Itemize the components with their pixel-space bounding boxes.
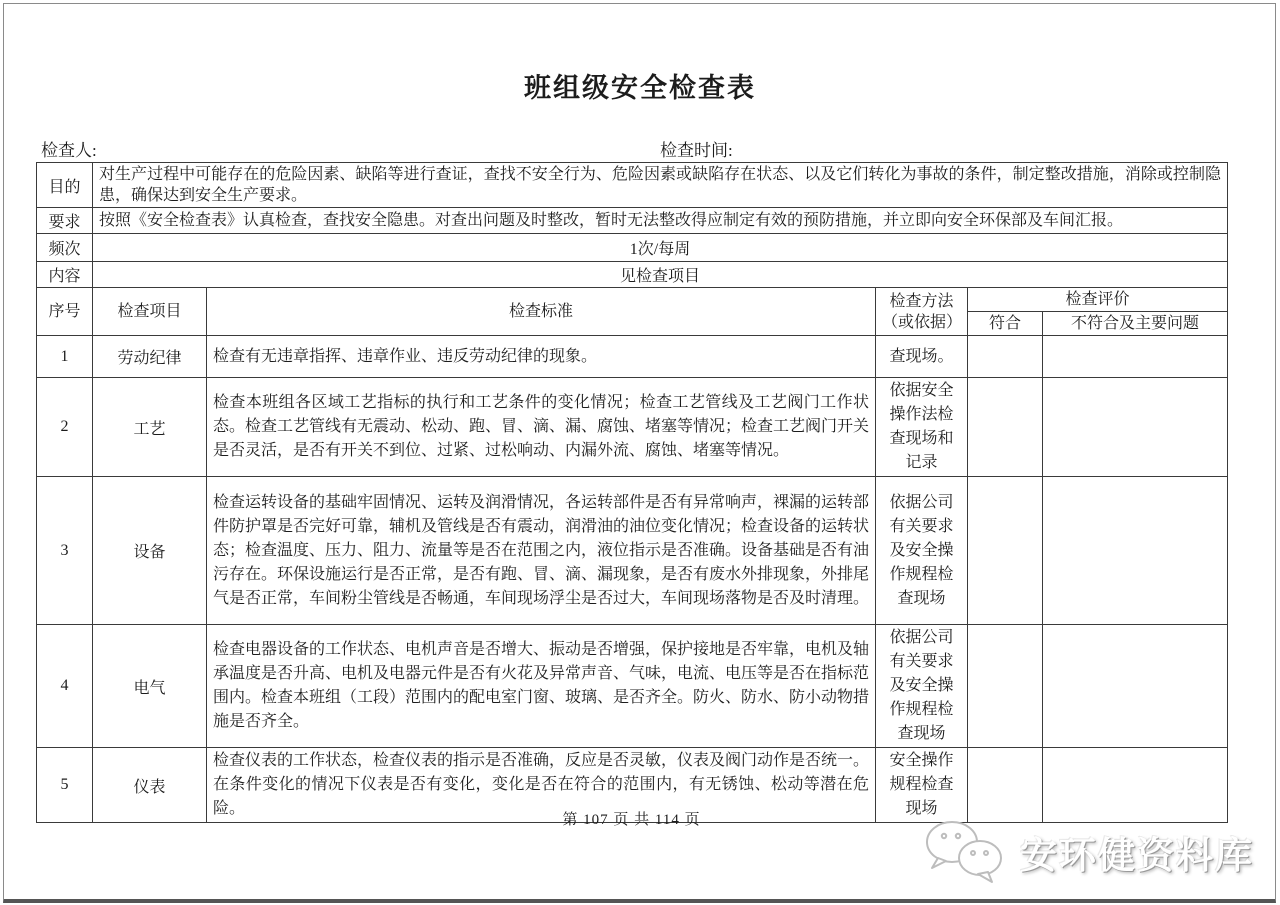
- requirement-row: [37, 208, 1228, 234]
- row-no: 3: [37, 477, 93, 625]
- row-conform-cell: [968, 477, 1043, 625]
- row-nonconform-cell: [1043, 378, 1228, 477]
- header-item: 检查项目: [93, 288, 207, 336]
- table-row: [37, 625, 1228, 748]
- frequency-label: 频次: [37, 234, 93, 262]
- row-method: 安全操作规程检查现场: [876, 748, 968, 823]
- row-item: 电气: [93, 625, 207, 748]
- meta-line: [0, 136, 1280, 158]
- row-conform-cell: [968, 336, 1043, 378]
- row-nonconform-cell: [1043, 336, 1228, 378]
- row-method: 依据安全操作法检查现场和记录: [876, 378, 968, 477]
- row-item: 劳动纪律: [93, 336, 207, 378]
- header-row-top: [37, 288, 1228, 312]
- row-standard: 检查仪表的工作状态，检查仪表的指示是否准确，反应是否灵敏，仪表及阀门动作是否统一。在条件变化的情况下仪表是否有变化，变化是否在符合的范围内，有无锈蚀、松动等潜在危险。: [207, 748, 876, 823]
- inspector-label: 检查人:: [41, 141, 97, 160]
- row-nonconform-cell: [1043, 477, 1228, 625]
- header-nonconform: 不符合及主要问题: [1043, 312, 1228, 336]
- row-standard: 检查运转设备的基础牢固情况、运转及润滑情况，各运转部件是否有异常响声，裸漏的运转部件防护罩是否完好可靠，辅机及管线是否有震动，润滑油的油位变化情况；检查设备的运转状态；检查温度、压力、阻力、流量等是否在范围之内，液位指示是否准确。设备基础是否有油污存在。环保设施运行是否正常，是否有跑、冒、滴、漏现象，是否有废水外排现象，外排尾气是否正常，车间粉尘管线是否畅通，车间现场浮尘是否过大，车间现场落物是否及时清理。: [207, 477, 876, 625]
- header-evaluation: 检查评价: [968, 288, 1228, 312]
- row-no: 5: [37, 748, 93, 823]
- row-standard: 检查本班组各区域工艺指标的执行和工艺条件的变化情况；检查工艺管线及工艺阀门工作状态。检查工艺管线有无震动、松动、跑、冒、滴、漏、腐蚀、堵塞等情况；检查工艺阀门开关是否灵活，是否有开关不到位、过紧、过松响动、内漏外流、腐蚀、堵塞等情况。: [207, 378, 876, 477]
- header-method-line2: （或依据）: [882, 313, 963, 331]
- row-nonconform-cell: [1043, 625, 1228, 748]
- watermark-text: 安环健资料库: [1020, 835, 1254, 876]
- row-item: 工艺: [93, 378, 207, 477]
- header-standard: 检查标准: [207, 288, 876, 336]
- requirement-text: 按照《安全检查表》认真检查，查找安全隐患。对查出问题及时整改，暂时无法整改得应制定有效的预防措施，并立即向安全环保部及车间汇报。: [93, 208, 1228, 234]
- safety-checklist-table: [36, 162, 1228, 823]
- requirement-label: 要求: [37, 208, 93, 234]
- page-title: 班组级安全检查表: [524, 73, 756, 103]
- row-no: 2: [37, 378, 93, 477]
- row-standard: 检查电器设备的工作状态、电机声音是否增大、振动是否增强，保护接地是否牢靠，电机及轴承温度是否升高、电机及电器元件是否有火花及异常声音、气味，电流、电压等是否在指标范围内。检查本班组（工段）范围内的配电室门窗、玻璃、是否齐全。防火、防水、防小动物措施是否齐全。: [207, 625, 876, 748]
- table-row: [37, 378, 1228, 477]
- row-conform-cell: [968, 378, 1043, 477]
- row-item: 设备: [93, 477, 207, 625]
- content-value: 见检查项目: [93, 262, 1228, 288]
- page-number: 第 107 页 共 114 页: [562, 812, 701, 828]
- purpose-label: 目的: [37, 163, 93, 208]
- row-method: 查现场。: [876, 336, 968, 378]
- row-standard: 检查有无违章指挥、违章作业、违反劳动纪律的现象。: [207, 336, 876, 378]
- frequency-row: [37, 234, 1228, 262]
- purpose-text: 对生产过程中可能存在的危险因素、缺陷等进行查证，查找不安全行为、危险因素或缺陷存在状态、以及它们转化为事故的条件，制定整改措施，消除或控制隐患，确保达到安全生产要求。: [93, 163, 1228, 208]
- purpose-row: [37, 163, 1228, 208]
- header-conform: 符合: [968, 312, 1043, 336]
- row-no: 4: [37, 625, 93, 748]
- content-label: 内容: [37, 262, 93, 288]
- watermark: [922, 816, 1254, 888]
- row-conform-cell: [968, 625, 1043, 748]
- wechat-chat-bubbles-icon: [922, 818, 1014, 886]
- table-row: [37, 477, 1228, 625]
- content-row: [37, 262, 1228, 288]
- row-no: 1: [37, 336, 93, 378]
- header-method-line1: 检查方法: [889, 292, 954, 310]
- header-method: [876, 288, 968, 336]
- header-no: 序号: [37, 288, 93, 336]
- row-method: 依据公司有关要求及安全操作规程检查现场: [876, 477, 968, 625]
- inspection-time-label: 检查时间:: [660, 141, 733, 160]
- table-row: [37, 336, 1228, 378]
- row-item: 仪表: [93, 748, 207, 823]
- frequency-value: 1次/每周: [93, 234, 1228, 262]
- row-method: 依据公司有关要求及安全操作规程检查现场: [876, 625, 968, 748]
